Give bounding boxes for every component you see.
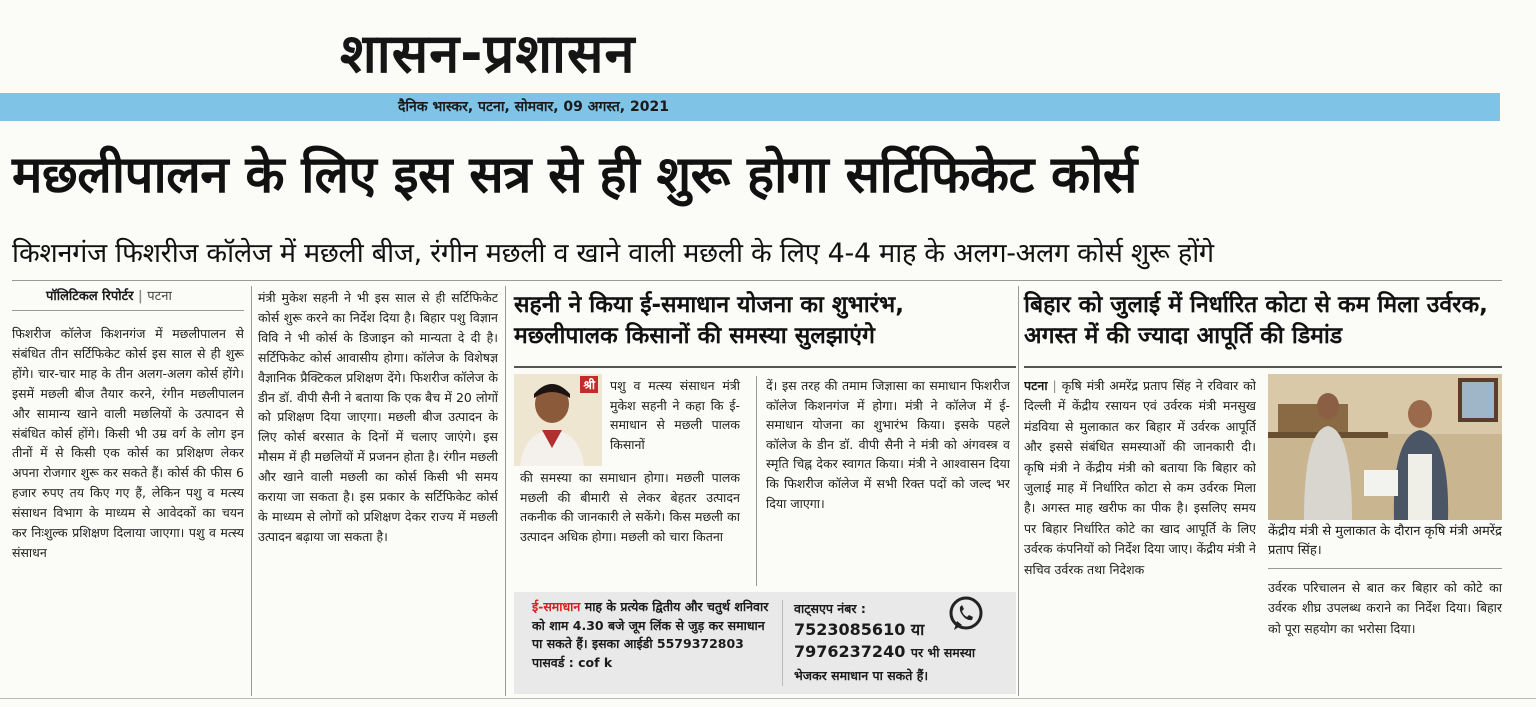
meeting-image — [1268, 374, 1502, 520]
third-story-headline: बिहार को जुलाई में निर्धारित कोटा से कम मिला उर्वरक, अगस्त में की ज्यादा आपूर्ति की डिमांड — [1024, 292, 1488, 349]
whatsapp-phone-1: 7523085610 या — [794, 619, 925, 639]
column-divider — [505, 286, 506, 696]
main-subheadline: किशनगंज फिशरीज कॉलेज में मछली बीज, रंगीन मछली व खाने वाली मछली के लिए 4-4 माह के अलग-अलग कोर्स शुरू होंगे — [12, 238, 1214, 269]
info-separator — [782, 600, 783, 686]
main-headline: मछलीपालन के लिए इस सत्र से ही शुरू होगा सर्टिफिकेट कोर्स — [12, 146, 1137, 205]
column-divider — [251, 286, 252, 696]
column-divider — [1018, 286, 1019, 696]
main-story-column-2: मंत्री मुकेश सहनी ने भी इस साल से ही सर्टिफिकेट कोर्स शुरू करने का निर्देश दिया है। बिहार पशु विज्ञान विवि ने भी कोर्स के डिजाइन को मान्यता दे दी है। सर्टिफिकेट कोर्स आवासीय होगा। कॉलेज के विशेषज्ञ वैज्ञानिक प्रैक्टिकल प्रशिक्षण देंगे। फिशरीज कॉलेज के डीन डॉ. वीपी सैनी ने बताया कि एक बैच में 20 लोगों को प्रशिक्षण दिया जाएगा। मछली बीज उत्पादन के लिए कोर्स बरसात के दिनों में चलाए जाएंगे। इस मौसम में ही मछलियों में प्रजनन होता है। रंगीन मछली और खाने वाली मछली का कोर्स किसी भी समय कराया जा सकता है। इस प्रकार के सर्टिफिकेट कोर्स के माध्यम से लोगों को प्रशिक्षण देकर राज्य में मछली उत्पादन बढ़ाया जा सकता है। — [258, 290, 498, 544]
second-story-column-1-wrap: पशु व मत्स्य संसाधन मंत्री मुकेश सहनी ने कहा कि ई-समाधान से मछली पालक किसानों — [610, 378, 740, 452]
divider — [12, 310, 244, 311]
photo-label: श्री — [580, 376, 598, 393]
whatsapp-label: वाट्सएप नंबर : — [794, 601, 866, 616]
column-divider — [756, 376, 757, 586]
info-highlight: ई-समाधान — [532, 599, 581, 614]
second-story-headline: सहनी ने किया ई-समाधान योजना का शुभारंभ, मछलीपालक किसानों की समस्या सुलझाएंगे — [514, 292, 904, 349]
photo-caption: केंद्रीय मंत्री से मुलाकात के दौरान कृषि मंत्री अमरेंद्र प्रताप सिंह। — [1268, 524, 1502, 558]
minister-portrait-photo — [514, 374, 602, 466]
divider — [12, 280, 1502, 281]
info-text: माह के प्रत्येक द्वितीय और चतुर्थ शनिवार को शाम 4.30 बजे जूम लिंक से जुड़ कर समाधान पा सकते हैं। इसका आईडी 5579372803 पासवर्ड : cof k — [532, 599, 769, 670]
divider — [514, 366, 1016, 368]
second-story-column-2: दें। इस तरह की तमाम जिज्ञासा का समाधान फिशरीज कॉलेज किशनगंज में होगा। मंत्री ने कॉलेज में ई-समाधान योजना का शुभारंभ किया। इसके पहले कॉलेज के डीन डॉ. वीपी सैनी ने मंत्री को अंगवस्त्र व स्मृति चिह्न देकर स्वागत किया। मंत्री ने आश्वासन दिया कि फिशरीज कॉलेज में सभी रिक्त पदों को जल्द भर दिया जाएगा। — [766, 378, 1010, 511]
divider — [1268, 568, 1502, 569]
e-samadhan-info-box — [514, 592, 1016, 694]
whatsapp-phone-2: 7976237240 — [794, 641, 906, 661]
bottom-rule — [0, 698, 1536, 699]
third-story-place: पटना — [1024, 378, 1048, 393]
divider — [1024, 366, 1502, 368]
e-samadhan-schedule — [532, 598, 772, 672]
meeting-photo — [1268, 374, 1502, 520]
whatsapp-icon — [946, 594, 986, 634]
third-story-column-2: उर्वरक परिचालन से बात कर बिहार को कोटे का उर्वरक शीघ्र उपलब्ध कराने का निर्देश दिया। बिहार को पूरा सहयोग का भरोसा दिया। — [1268, 580, 1502, 636]
section-title: शासन-प्रशासन — [340, 22, 636, 85]
dateline-band — [0, 93, 1500, 121]
byline-place: पटना — [147, 289, 172, 304]
whatsapp-tail: पर भी समस्या भेजकर समाधान पा सकते हैं। — [794, 644, 976, 683]
main-story-column-1: फिशरीज कॉलेज किशनगंज में मछलीपालन से संबंधित तीन सर्टिफिकेट कोर्स इस साल से ही शुरू होंगे। चार-चार माह के तीन अलग-अलग कोर्स होंगे। इसमें मछली बीज तैयार करने, रंगीन मछलीपालन और सामान्य खाने वाली मछलियों के उत्पादन से संबंधित कोर्स होंगे। किसी भी उम्र वर्ग के लोग इन तीनों में से किसी एक कोर्स का प्रशिक्षण लेकर अपना रोजगार शुरू कर सकते हैं। कोर्स की फीस 6 हजार रुपए तय किए गए हैं, लेकिन पशु व मत्स्य संसाधन विभाग के माध्यम से आवेदकों का चयन कर निःशुल्क प्रशिक्षण दिलाया जाएगा। पशु व मत्स्य संसाधन — [12, 326, 244, 560]
byline: पॉलिटिकल रिपोर्टर | पटना — [46, 289, 172, 304]
third-story-column-1: पटना | कृषि मंत्री अमरेंद्र प्रताप सिंह ने रविवार को दिल्ली में केंद्रीय रसायन एवं उर्वरक मंत्री मनसुख मंडविया से मुलाकात कर बिहार में उर्वरक आपूर्ति और इससे संबंधित समस्याओं की जानकारी दी। कृषि मंत्री ने केंद्रीय मंत्री को बताया कि बिहार को जुलाई माह में निर्धारित कोटा से कम उर्वरक मिला है। अगस्त माह खरीफ का पीक है। इसलिए समय पर बिहार निर्धारित कोटे का खाद आपूर्ति के लिए उर्वरक कंपनियों को निर्देश दिया जाए। केंद्रीय मंत्री ने सचिव उर्वरक तथा निदेशक — [1024, 378, 1256, 577]
byline-author: पॉलिटिकल रिपोर्टर — [46, 289, 134, 304]
dateline: दैनिक भास्कर, पटना, सोमवार, 09 अगस्त, 2021 — [398, 99, 669, 115]
second-story-column-1: की समस्या का समाधान होगा। मछली पालक मछली की बीमारी से लेकर बेहतर उत्पादन तकनीक की जानकारी ले सकेंगे। किस मछली का उत्पादन अधिक होगा। मछली को चारा कितना — [520, 470, 740, 544]
third-story-text: कृषि मंत्री अमरेंद्र प्रताप सिंह ने रविवार को दिल्ली में केंद्रीय रसायन एवं उर्वरक मंत्री मनसुख मंडविया से मुलाकात कर बिहार में उर्वरक आपूर्ति और इससे संबंधित समस्याओं की जानकारी दी। कृषि मंत्री ने केंद्रीय मंत्री को बताया कि बिहार को जुलाई माह में निर्धारित कोटा से कम उर्वरक मिला है। अगस्त माह खरीफ का पीक है। इसलिए समय पर बिहार निर्धारित कोटे का खाद आपूर्ति के लिए उर्वरक कंपनियों को निर्देश दिया जाए। केंद्रीय मंत्री ने सचिव उर्वरक तथा निदेशक — [1024, 378, 1256, 577]
